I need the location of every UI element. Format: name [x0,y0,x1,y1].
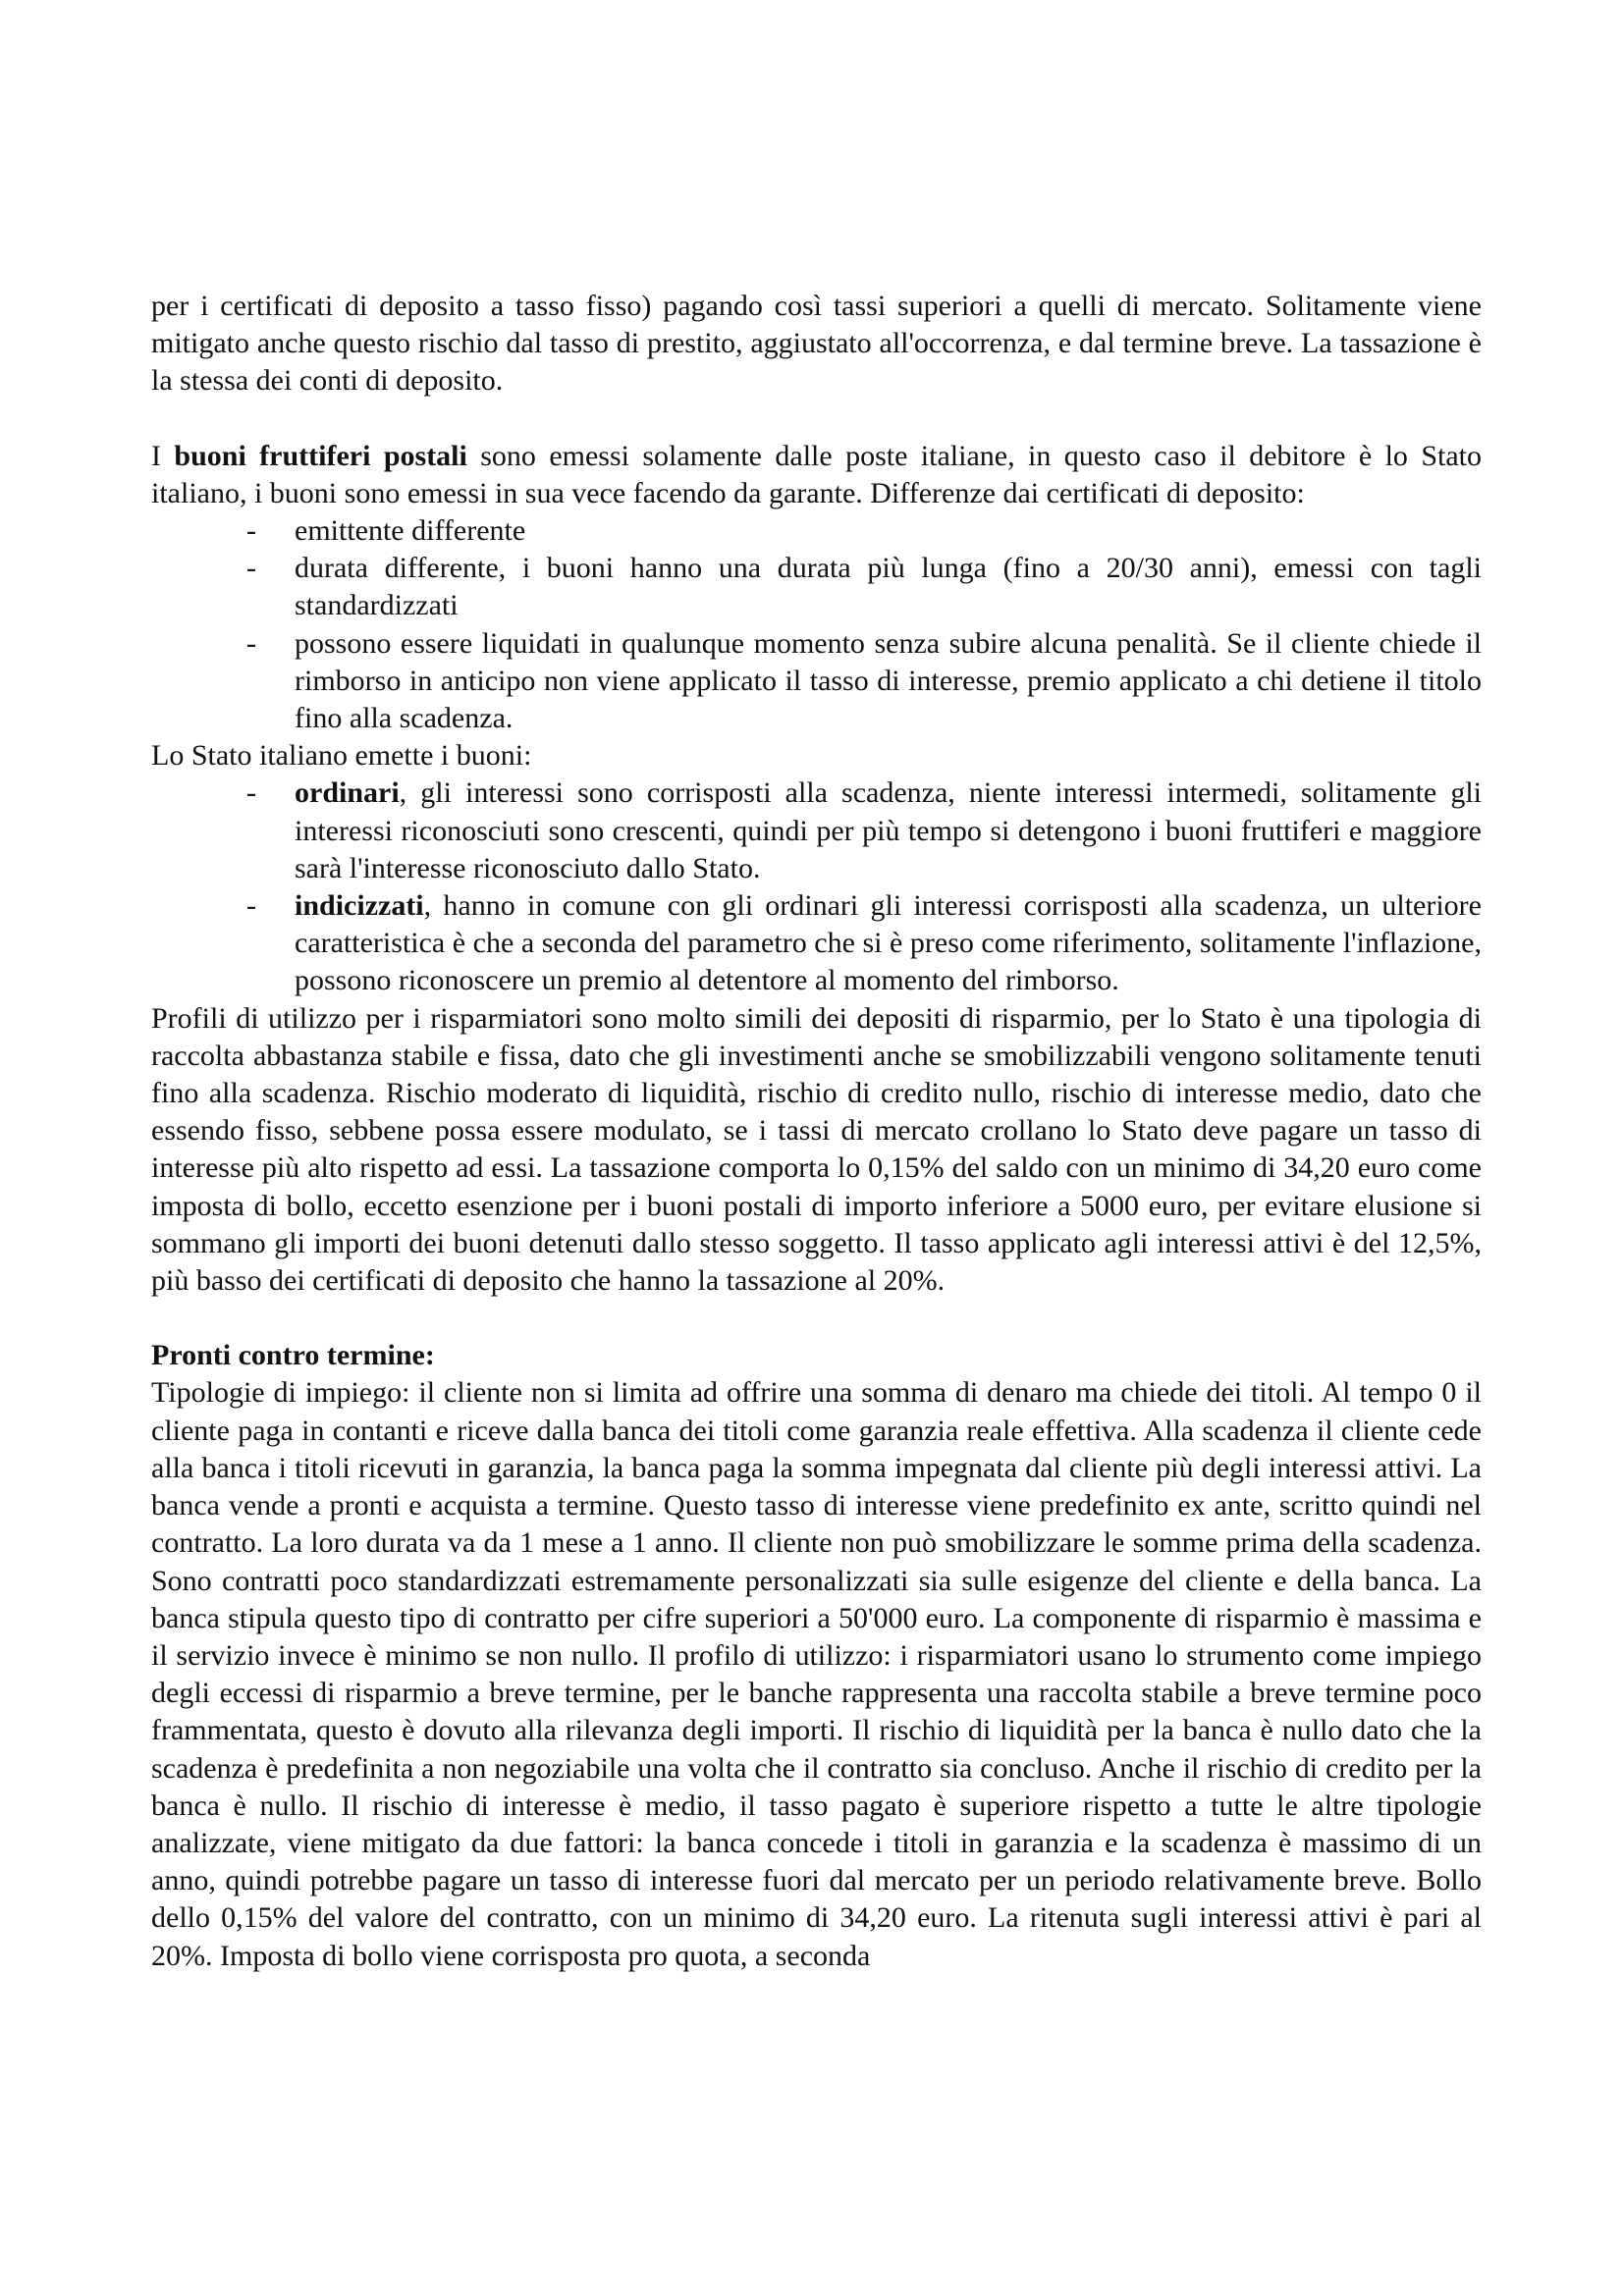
types-list [151,774,1482,999]
section-heading [151,1337,1482,1374]
dash-bullet: - [246,552,256,585]
dash-bullet: - [246,776,256,810]
list-item [151,774,1482,887]
dash-bullet: - [246,626,256,660]
buoni-term: buoni fruttiferi postali [174,439,467,472]
buoni-intro-text: sono emessi solamente dalle poste italiane, in questo caso il debitore è lo Stato italiano, i buoni sono emessi in sua vece facendo da garante. Differenze dai certificati di deposito: [151,439,1482,509]
type-term: indicizzati [295,889,424,923]
list-item-text: possono essere liquidati in qualunque momento senza subire alcuna penalità. Se il cliente chiede il rimborso in anticipo non viene applicato il tasso di interesse, premio applicato a chi detiene il titolo fino alla scadenza. [295,626,1482,735]
profile-paragraph: Profili di utilizzo per i risparmiatori sono molto simili dei depositi di risparmio, per lo Stato è una tipologia di raccolta abbastanza stabile e fissa, dato che gli investimenti anche se smobilizzabili vengono solitamente tenuti fino alla scadenza. Rischio moderato di liquidità, rischio di credito nullo, rischio di interesse medio, dato che essendo fisso, sebbene possa essere modulato, se i tassi di mercato crollano lo Stato deve pagare un tasso di interesse più alto rispetto ad essi. La tassazione comporta lo 0,15% del saldo con un minimo di 34,20 euro come imposta di bollo, eccetto esenzione per i buoni postali di importo inferiore a 5000 euro, per evitare elusione si sommano gli importi dei buoni detenuti dallo stesso soggetto. Il tasso applicato agli interessi attivi è del 12,5%, più basso dei certificati di deposito che hanno la tassazione al 20%. [151,1001,1482,1298]
buoni-lead: I [151,439,175,472]
type-term: ordinari [295,776,400,810]
type-text: , gli interessi sono corrisposti alla scadenza, niente interessi intermedi, solitamente gli interessi riconosciuti sono crescenti, quindi per più tempo si detengono i buoni fruttiferi e maggiore sarà l'interesse riconosciuto dallo Stato. [295,776,1482,884]
dash-bullet: - [246,514,256,548]
paragraph-gap [151,1300,1482,1337]
issuance-intro: Lo Stato italiano emette i buoni: [151,739,532,773]
list-item [151,887,1482,1000]
differences-list [151,512,1482,737]
list-item-text: emittente differente [295,514,526,548]
dash-bullet: - [246,889,256,923]
list-item-text: durata differente, i buoni hanno una durata più lunga (fino a 20/30 anni), emessi con tagli standardizzati [295,552,1482,622]
document-page [151,288,1482,1975]
list-item [151,512,1482,550]
buoni-intro-paragraph [151,438,1482,512]
intro-paragraph: per i certificati di deposito a tasso fisso) pagando così tassi superiori a quelli di mercato. Solitamente viene mitigato anche questo rischio dal tasso di prestito, aggiustato all'occorrenza, e dal termine breve. La tassazione è la stessa dei conti di deposito. [151,290,1482,398]
pronti-heading: Pronti contro termine: [151,1339,435,1372]
pronti-body-paragraph: Tipologie di impiego: il cliente non si limita ad offrire una somma di denaro ma chiede dei titoli. Al tempo 0 il cliente paga in contanti e riceve dalla banca dei titoli come garanzia reale effettiva. Alla scadenza il cliente cede alla banca i titoli ricevuti in garanzia, la banca paga la somma impegnata dal cliente più degli interessi attivi. La banca vende a pronti e acquista a termine. Questo tasso di interesse viene predefinito ex ante, scritto quindi nel contratto. La loro durata va da 1 mese a 1 anno. Il cliente non può smobilizzare le somme prima della scadenza. Sono contratti poco standardizzati estremamente personalizzati sia sulle esigenze del cliente e della banca. La banca stipula questo tipo di contratto per cifre superiori a 50'000 euro. La componente di risparmio è massima e il servizio invece è minimo se non nullo. Il profilo di utilizzo: i risparmiatori usano lo strumento come impiego degli eccessi di risparmio a breve termine, per le banche rappresenta una raccolta stabile a breve termine poco frammentata, questo è dovuto alla rilevanza degli importi. Il rischio di liquidità per la banca è nullo dato che la scadenza è predefinita a non negoziabile una volta che il contratto sia concluso. Anche il rischio di credito per la banca è nullo. Il rischio di interesse è medio, il tasso pagato è superiore rispetto a tutte le altre tipologie analizzate, viene mitigato da due fattori: la banca concede i titoli in garanzia e la scadenza è massimo di un anno, quindi potrebbe pagare un tasso di interesse fuori dal mercato per un periodo relativamente breve. Bollo dello 0,15% del valore del contratto, con un minimo di 34,20 euro. La ritenuta sugli interessi attivi è pari al 20%. Imposta di bollo viene corrisposta pro quota, a seconda [151,1376,1482,1972]
list-item [151,625,1482,738]
type-text: , hanno in comune con gli ordinari gli interessi corrisposti alla scadenza, un ulteriore caratteristica è che a seconda del parametro che si è preso come riferimento, solitamente l'inflazione, possono riconoscere un premio al detentore al momento del rimborso. [295,889,1482,997]
list-item [151,550,1482,624]
paragraph-gap [151,400,1482,438]
